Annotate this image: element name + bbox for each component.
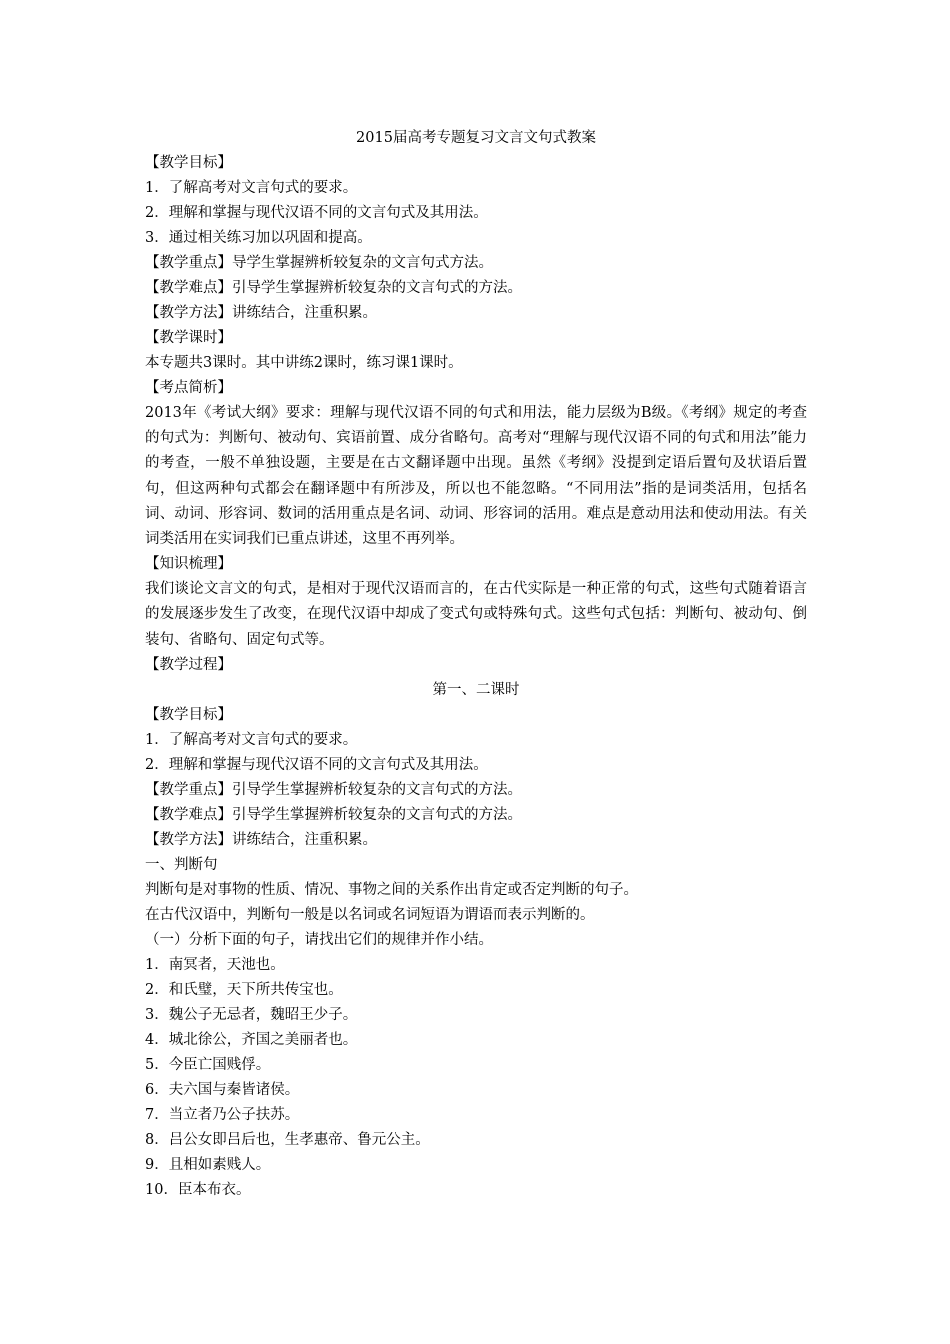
hours-heading: 【教学课时】	[145, 330, 232, 346]
process-heading: 【教学过程】	[145, 656, 232, 673]
example-sentence: 6．夫六国与秦皆诸侯。	[145, 1081, 300, 1098]
exam-heading: 【考点简析】	[145, 380, 232, 396]
lesson-difficulty: 【教学难点】引导学生掌握辨析较复杂的文言句式的方法。	[145, 806, 522, 823]
example-sentence: 2．和氏璧，天下所共传宝也。	[145, 981, 343, 998]
document-title: 2015届高考专题复习文言文句式教案	[356, 130, 596, 146]
lesson-title: 第一、二课时	[432, 681, 520, 698]
example-sentence: 4．城北徐公，齐国之美丽者也。	[145, 1031, 358, 1048]
example-sentence: 7．当立者乃公子扶苏。	[145, 1106, 300, 1123]
objective-item: 3．通过相关练习加以巩固和提高。	[145, 230, 372, 246]
teaching-method: 【教学方法】讲练结合，注重积累。	[145, 305, 377, 321]
example-sentence: 5．今臣亡国贱俘。	[145, 1056, 271, 1073]
lesson-key-point: 【教学重点】引导学生掌握辨析较复杂的文言句式的方法。	[145, 781, 522, 798]
exercise-intro: （一）分析下面的句子，请找出它们的规律并作小结。	[145, 931, 493, 948]
example-sentence: 9．且相如素贱人。	[145, 1156, 271, 1173]
section-note: 在古代汉语中，判断句一般是以名词或名词短语为谓语而表示判断的。	[145, 906, 595, 923]
section-title: 一、判断句	[145, 856, 218, 873]
lesson-objective-item: 1．了解高考对文言句式的要求。	[145, 731, 358, 748]
objective-item: 1．了解高考对文言句式的要求。	[145, 180, 358, 196]
example-sentence: 10．臣本布衣。	[145, 1181, 251, 1198]
lesson-objective-item: 2．理解和掌握与现代汉语不同的文言句式及其用法。	[145, 756, 488, 773]
difficulty: 【教学难点】引导学生掌握辨析较复杂的文言句式的方法。	[145, 280, 522, 296]
hours-text: 本专题共3课时。其中讲练2课时，练习课1课时。	[145, 355, 463, 371]
knowledge-paragraph: 我们谈论文言文的句式，是相对于现代汉语而言的，在古代实际是一种正常的句式，这些句式随着语言的发展逐步发生了改变，在现代汉语中却成了变式句或特殊句式。这些句式包括：判断句、被动句、倒装句、省略句、固定句式等。	[145, 581, 807, 648]
objectives-heading: 【教学目标】	[145, 155, 232, 171]
section-definition: 判断句是对事物的性质、情况、事物之间的关系作出肯定或否定判断的句子。	[145, 881, 638, 898]
knowledge-heading: 【知识梳理】	[145, 556, 232, 573]
lesson-objectives-heading: 【教学目标】	[145, 706, 232, 723]
exam-analysis-paragraph: 2013年《考试大纲》要求：理解与现代汉语不同的句式和用法，能力层级为B级。《考纲》规定的考查的句式为：判断句、被动句、宾语前置、成分省略句。高考对“理解与现代汉语不同的句式和用法”能力的考查，一般不单独设题，主要是在古文翻译题中出现。虽然《考纲》没提到定语后置句及状语后置句，但这两种句式都会在翻译题中有所涉及，所以也不能忽略。“不同用法”指的是词类活用，包括名词、动词、形容词、数词的活用重点是名词、动词、形容词的活用。难点是意动用法和使动用法。有关词类活用在实词我们已重点讲述，这里不再列举。	[145, 405, 807, 548]
example-sentence: 3．魏公子无忌者，魏昭王少子。	[145, 1006, 358, 1023]
example-sentence: 1．南冥者，天池也。	[145, 956, 285, 973]
objective-item: 2．理解和掌握与现代汉语不同的文言句式及其用法。	[145, 205, 488, 221]
document-page	[145, 126, 807, 1203]
lesson-method: 【教学方法】讲练结合，注重积累。	[145, 831, 377, 848]
example-sentence: 8．吕公女即吕后也，生孝惠帝、鲁元公主。	[145, 1131, 430, 1148]
key-point: 【教学重点】导学生掌握辨析较复杂的文言句式方法。	[145, 255, 493, 271]
